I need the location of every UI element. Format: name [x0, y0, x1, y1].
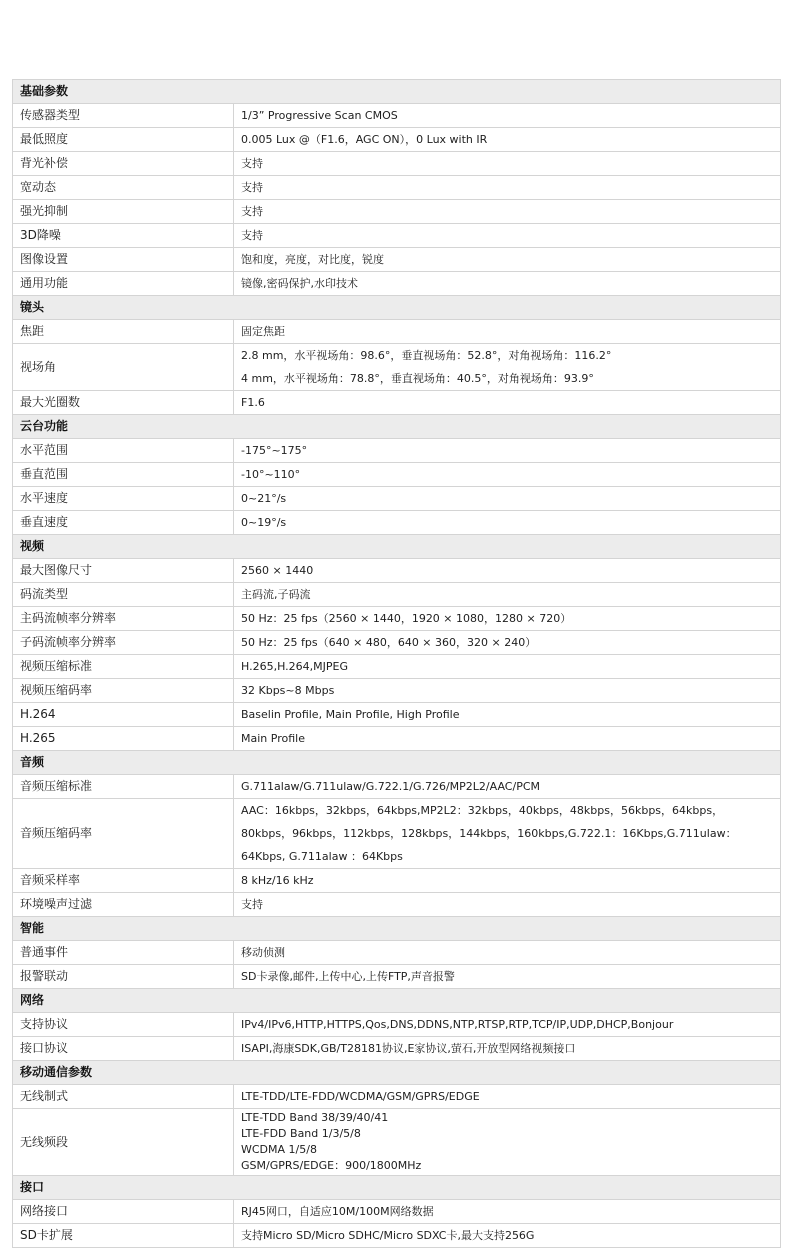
spec-value-line: 0.005 Lux @（F1.6，AGC ON），0 Lux with IR [241, 133, 488, 146]
spec-row [13, 1109, 781, 1176]
spec-value [234, 320, 781, 344]
spec-value-line: GSM/GPRS/EDGE：900/1800MHz [241, 1159, 422, 1172]
spec-value-line: 4 mm，水平视场角：78.8°，垂直视场角：40.5°，对角视场角：93.9° [241, 372, 594, 385]
spec-label: 焦距 [13, 320, 234, 344]
spec-value-line: 支持 [241, 229, 263, 242]
section-header-row [13, 80, 781, 104]
spec-value-line: ISAPI,海康SDK,GB/T28181协议,E家协议,萤石,开放型网络视频接口 [241, 1042, 576, 1055]
spec-label: 水平速度 [13, 487, 234, 511]
spec-row [13, 631, 781, 655]
spec-value [234, 391, 781, 415]
section-header-row [13, 1176, 781, 1200]
spec-row [13, 703, 781, 727]
spec-label: 视场角 [13, 344, 234, 391]
spec-value-line: 50 Hz：25 fps（640 × 480，640 × 360，320 × 240） [241, 636, 537, 649]
spec-label: 支持协议 [13, 1013, 234, 1037]
spec-value [234, 272, 781, 296]
spec-label: 宽动态 [13, 176, 234, 200]
spec-value [234, 1013, 781, 1037]
spec-value-line: 8 kHz/16 kHz [241, 874, 314, 887]
spec-value-line: 镜像,密码保护,水印技术 [241, 277, 358, 290]
spec-value [234, 176, 781, 200]
spec-row [13, 391, 781, 415]
spec-value-line: -175°~175° [241, 444, 308, 457]
spec-value-line: F1.6 [241, 396, 265, 409]
section-title: 视频 [13, 535, 781, 559]
section-header-row [13, 1061, 781, 1085]
spec-row [13, 511, 781, 535]
spec-value-line: SD卡录像,邮件,上传中心,上传FTP,声音报警 [241, 970, 455, 983]
spec-label: 接口协议 [13, 1037, 234, 1061]
spec-label: 主码流帧率分辨率 [13, 607, 234, 631]
spec-row [13, 1037, 781, 1061]
spec-value [234, 439, 781, 463]
spec-value-line: 80kbps，96kbps，112kbps，128kbps，144kbps，160kbps,G.722.1：16Kbps,G.711ulaw： [241, 827, 737, 840]
spec-value-line: LTE-TDD/LTE-FDD/WCDMA/GSM/GPRS/EDGE [241, 1090, 480, 1103]
spec-label: 强光抑制 [13, 200, 234, 224]
spec-label: 视频压缩标准 [13, 655, 234, 679]
spec-value [234, 559, 781, 583]
spec-label: 水平范围 [13, 439, 234, 463]
spec-value [234, 799, 781, 869]
spec-value [234, 248, 781, 272]
spec-row [13, 941, 781, 965]
spec-row [13, 463, 781, 487]
spec-value-line: 饱和度，亮度，对比度，锐度 [241, 253, 384, 266]
spec-label: 垂直速度 [13, 511, 234, 535]
spec-label: 最低照度 [13, 128, 234, 152]
spec-value-line: 0~19°/s [241, 516, 287, 529]
spec-label: 普通事件 [13, 941, 234, 965]
section-title: 云台功能 [13, 415, 781, 439]
section-header-row [13, 917, 781, 941]
spec-value [234, 941, 781, 965]
spec-value-line: Main Profile [241, 732, 305, 745]
spec-value-line: Baselin Profile, Main Profile, High Profile [241, 708, 460, 721]
spec-label: 3D降噪 [13, 224, 234, 248]
spec-value [234, 152, 781, 176]
spec-row [13, 1200, 781, 1224]
spec-value-line: IPv4/IPv6,HTTP,HTTPS,Qos,DNS,DDNS,NTP,RTSP,RTP,TCP/IP,UDP,DHCP,Bonjour [241, 1018, 674, 1031]
spec-value-line: 32 Kbps~8 Mbps [241, 684, 335, 697]
spec-label: 最大光圈数 [13, 391, 234, 415]
spec-label: SD卡扩展 [13, 1224, 234, 1248]
spec-value-line: 支持 [241, 181, 263, 194]
spec-row [13, 607, 781, 631]
section-title: 镜头 [13, 296, 781, 320]
section-title: 移动通信参数 [13, 1061, 781, 1085]
spec-label: 无线频段 [13, 1109, 234, 1176]
spec-value [234, 1037, 781, 1061]
spec-value [234, 583, 781, 607]
spec-value-line: 0~21°/s [241, 492, 287, 505]
spec-value-line: 2.8 mm，水平视场角：98.6°，垂直视场角：52.8°，对角视场角：116.2° [241, 349, 612, 362]
spec-value-line: 固定焦距 [241, 325, 285, 338]
spec-label: 视频压缩码率 [13, 679, 234, 703]
spec-label: 图像设置 [13, 248, 234, 272]
spec-value-line: AAC：16kbps，32kbps，64kbps,MP2L2：32kbps，40kbps，48kbps，56kbps，64kbps， [241, 804, 724, 817]
spec-value [234, 511, 781, 535]
spec-label: 无线制式 [13, 1085, 234, 1109]
spec-label: 通用功能 [13, 272, 234, 296]
spec-label: 子码流帧率分辨率 [13, 631, 234, 655]
spec-row [13, 344, 781, 391]
spec-value-line: -10°~110° [241, 468, 301, 481]
spec-value [234, 703, 781, 727]
spec-row [13, 965, 781, 989]
spec-row [13, 176, 781, 200]
section-title: 基础参数 [13, 80, 781, 104]
spec-value-line: 支持 [241, 157, 263, 170]
spec-row [13, 487, 781, 511]
section-title: 音频 [13, 751, 781, 775]
spec-row [13, 224, 781, 248]
spec-value-line: 64Kbps, G.711alaw ：64Kbps [241, 850, 403, 863]
spec-label: 背光补偿 [13, 152, 234, 176]
spec-value [234, 463, 781, 487]
spec-value-line: LTE-TDD Band 38/39/40/41 [241, 1111, 389, 1124]
spec-label: 传感器类型 [13, 104, 234, 128]
spec-value [234, 965, 781, 989]
section-header-row [13, 989, 781, 1013]
spec-value-line: H.265,H.264,MJPEG [241, 660, 348, 673]
spec-row [13, 1224, 781, 1248]
spec-value-line: 支持Micro SD/Micro SDHC/Micro SDXC卡,最大支持256G [241, 1229, 535, 1242]
spec-value [234, 655, 781, 679]
spec-table [12, 79, 781, 1248]
spec-value [234, 1085, 781, 1109]
spec-row [13, 320, 781, 344]
spec-label: 垂直范围 [13, 463, 234, 487]
section-header-row [13, 751, 781, 775]
spec-value [234, 487, 781, 511]
spec-label: 报警联动 [13, 965, 234, 989]
spec-value-line: 50 Hz：25 fps（2560 × 1440，1920 × 1080，1280 × 720） [241, 612, 572, 625]
spec-value [234, 631, 781, 655]
spec-row [13, 559, 781, 583]
spec-row [13, 893, 781, 917]
spec-value [234, 344, 781, 391]
spec-value [234, 893, 781, 917]
spec-value-line: 2560 × 1440 [241, 564, 314, 577]
spec-value-line: 支持 [241, 205, 263, 218]
spec-row [13, 200, 781, 224]
spec-label: 网络接口 [13, 1200, 234, 1224]
section-header-row [13, 415, 781, 439]
spec-value [234, 775, 781, 799]
spec-value-line: 1/3” Progressive Scan CMOS [241, 109, 398, 122]
spec-label: 音频压缩标准 [13, 775, 234, 799]
section-title: 网络 [13, 989, 781, 1013]
spec-row [13, 104, 781, 128]
section-header-row [13, 296, 781, 320]
spec-value [234, 224, 781, 248]
spec-row [13, 679, 781, 703]
spec-table-body [13, 80, 781, 1248]
spec-value [234, 679, 781, 703]
spec-row [13, 1013, 781, 1037]
spec-value-line: 移动侦测 [241, 946, 285, 959]
spec-value [234, 869, 781, 893]
spec-label: H.264 [13, 703, 234, 727]
spec-label: 音频采样率 [13, 869, 234, 893]
spec-row [13, 799, 781, 869]
spec-row [13, 583, 781, 607]
spec-row [13, 128, 781, 152]
spec-label: H.265 [13, 727, 234, 751]
spec-label: 音频压缩码率 [13, 799, 234, 869]
spec-value [234, 104, 781, 128]
spec-value [234, 727, 781, 751]
spec-row [13, 869, 781, 893]
spec-value [234, 1200, 781, 1224]
spec-row [13, 775, 781, 799]
section-header-row [13, 535, 781, 559]
spec-row [13, 272, 781, 296]
spec-row [13, 727, 781, 751]
spec-value [234, 1109, 781, 1176]
spec-value-line: 支持 [241, 898, 263, 911]
section-title: 智能 [13, 917, 781, 941]
spec-row [13, 248, 781, 272]
spec-value [234, 607, 781, 631]
spec-value-line: WCDMA 1/5/8 [241, 1143, 317, 1156]
spec-value [234, 1224, 781, 1248]
spec-value-line: G.711alaw/G.711ulaw/G.722.1/G.726/MP2L2/AAC/PCM [241, 780, 540, 793]
spec-row [13, 152, 781, 176]
spec-row [13, 655, 781, 679]
spec-label: 最大图像尺寸 [13, 559, 234, 583]
spec-row [13, 1085, 781, 1109]
spec-value [234, 128, 781, 152]
spec-value-line: 主码流,子码流 [241, 588, 311, 601]
spec-value [234, 200, 781, 224]
spec-row [13, 439, 781, 463]
section-title: 接口 [13, 1176, 781, 1200]
spec-value-line: LTE-FDD Band 1/3/5/8 [241, 1127, 361, 1140]
spec-value-line: RJ45网口，自适应10M/100M网络数据 [241, 1205, 434, 1218]
spec-label: 码流类型 [13, 583, 234, 607]
spec-label: 环境噪声过滤 [13, 893, 234, 917]
